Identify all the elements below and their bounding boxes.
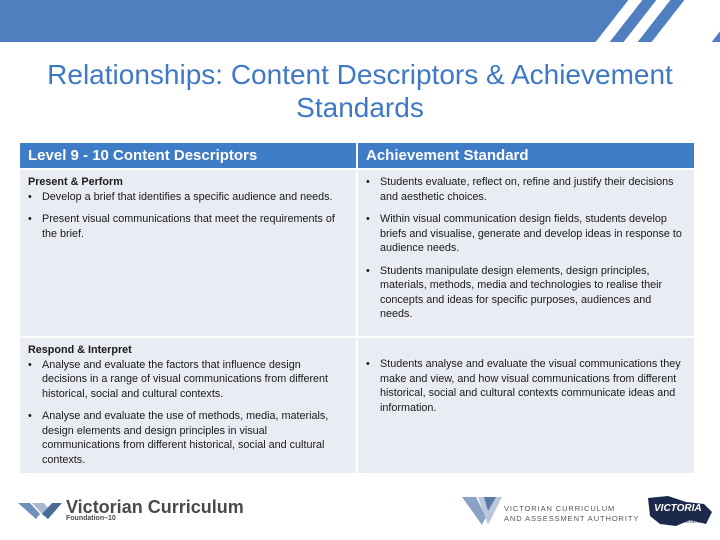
strand-heading: Present & Perform	[28, 176, 123, 188]
descriptor-list	[28, 358, 348, 468]
list-item: • Students analyse and evaluate the visual communications they make and view, and how visual communications from different historical, social and cultural contexts communicate ideas and information.	[366, 357, 686, 415]
vc-logo-sub: Foundation–10	[66, 515, 116, 522]
achievement-standard-cell	[356, 338, 694, 473]
column-header-content-descriptors: Level 9 - 10 Content Descriptors	[20, 143, 356, 168]
vic-logo-sub-line1: State	[672, 514, 684, 520]
list-item: • Within visual communication design fields, students develop briefs and visualise, generate and develop ideas in response to audience needs.	[366, 212, 686, 256]
list-item: • Present visual communications that meet the requirements of the brief.	[28, 212, 348, 241]
list-item: • Analyse and evaluate the use of methods, media, materials, design elements and design principles in visual communications from different historical, social and cultural contexts.	[28, 409, 348, 467]
achievement-standard-cell	[356, 170, 694, 336]
list-item: • Students manipulate design elements, design principles, materials, methods, media and technologies to realise their concepts and ideas for specific purposes, audiences and needs.	[366, 264, 686, 322]
vcaa-logo-line1: VICTORIAN CURRICULUM	[504, 504, 616, 513]
vic-logo-sub	[672, 515, 700, 525]
vcaa-logo-icon	[462, 495, 502, 527]
list-item: • Develop a brief that identifies a specific audience and needs.	[28, 190, 348, 205]
list-item: • Students evaluate, reflect on, refine and justify their decisions and aesthetic choices.	[366, 175, 686, 204]
victoria-state-government-logo	[646, 494, 712, 528]
descriptor-list	[28, 190, 348, 242]
vc-logo-name: Victorian Curriculum	[66, 497, 244, 517]
standard-list	[366, 357, 686, 415]
victorian-curriculum-logo-icon	[18, 499, 62, 521]
content-descriptors-cell	[20, 170, 356, 336]
victorian-curriculum-logo	[18, 497, 258, 527]
strand-heading: Respond & Interpret	[28, 344, 132, 356]
standard-list	[366, 175, 686, 322]
table-header-row	[20, 143, 694, 168]
slide-title: Relationships: Content Descriptors & Achievement Standards	[47, 59, 673, 123]
column-header-achievement-standard: Achievement Standard	[356, 143, 694, 168]
vcaa-logo	[462, 495, 640, 527]
table-row	[20, 170, 694, 336]
vic-logo-sub-line2: Government	[672, 519, 700, 525]
standards-table	[20, 141, 694, 475]
list-item: • Analyse and evaluate the factors that influence design decisions in a range of visual communications from different historical, social and cultural contexts.	[28, 358, 348, 402]
content-descriptors-cell	[20, 338, 356, 473]
table-row	[20, 338, 694, 473]
vcaa-logo-line2: AND ASSESSMENT AUTHORITY	[504, 514, 640, 523]
top-banner	[0, 0, 720, 42]
vic-logo-word: VICTORIA	[654, 503, 702, 514]
